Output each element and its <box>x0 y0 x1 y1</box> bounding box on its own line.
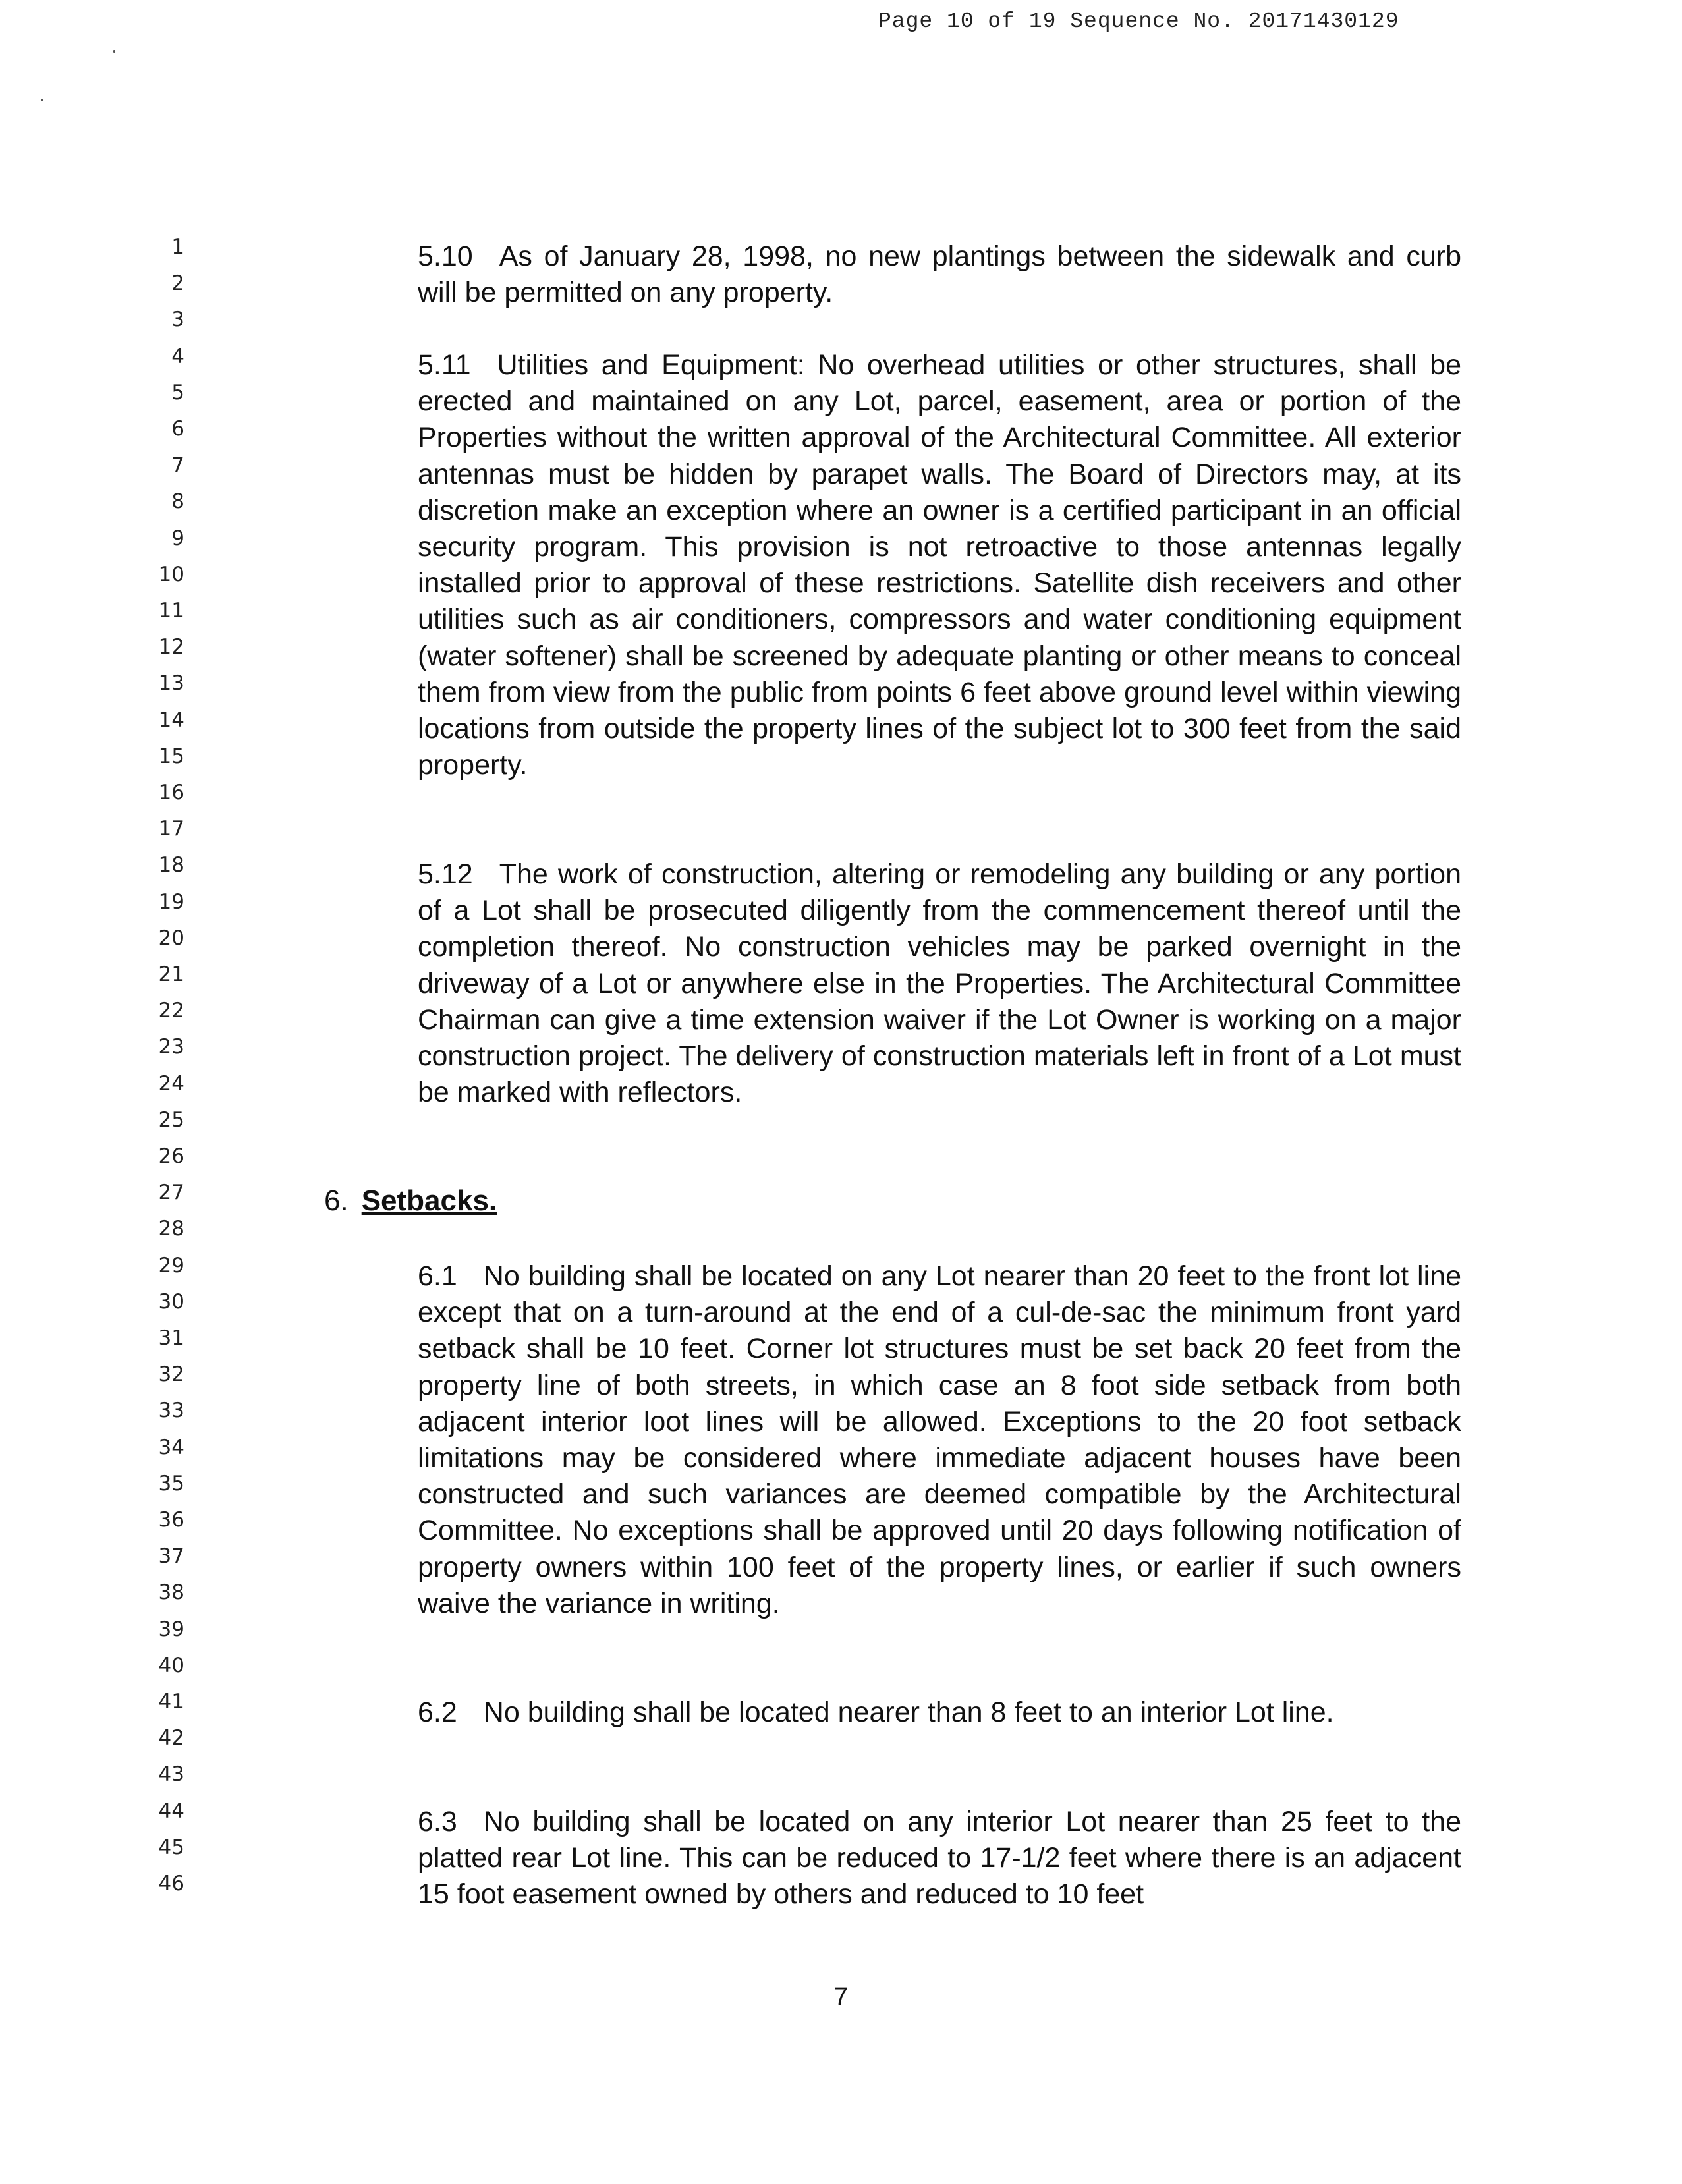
line-number: 36 <box>158 1508 184 1532</box>
line-number: 38 <box>158 1581 184 1605</box>
line-number: 8 <box>171 490 184 514</box>
paragraph-number: 5.11 <box>418 349 471 381</box>
document-header-stamp: Page 10 of 19 Sequence No. 20171430129 <box>878 9 1399 34</box>
line-number: 37 <box>158 1544 184 1569</box>
line-number: 18 <box>158 853 184 878</box>
section-heading-setbacks <box>324 1183 497 1219</box>
line-number: 46 <box>158 1872 184 1895</box>
line-number: 42 <box>158 1726 184 1750</box>
line-number: 25 <box>158 1107 184 1132</box>
line-number: 15 <box>158 744 184 768</box>
line-number: 24 <box>158 1071 184 1096</box>
line-number: 9 <box>171 526 184 550</box>
paragraph-number: 5.10 <box>418 240 473 272</box>
line-number: 29 <box>158 1253 184 1277</box>
line-number: 5 <box>171 380 184 405</box>
paragraph-6-3 <box>418 1804 1461 1913</box>
line-number: 2 <box>171 271 184 296</box>
paragraph-number: 6.1 <box>418 1260 457 1292</box>
paragraph-text: No building shall be located on any interior Lot nearer than 25 feet to the platted rear Lot line. This can be reduced to 17-1/2 feet where there is an adjacent 15 foot easement owned by others and reduced to 10 feet <box>418 1806 1461 1911</box>
line-number: 6 <box>171 417 184 441</box>
paragraph-text: No building shall be located nearer than 8 feet to an interior Lot line. <box>483 1696 1334 1728</box>
scan-speck <box>41 99 43 101</box>
line-number: 14 <box>158 708 184 732</box>
line-number: 12 <box>158 635 184 659</box>
line-number: 28 <box>158 1217 184 1241</box>
line-number: 7 <box>171 453 184 478</box>
line-number: 4 <box>171 344 184 368</box>
paragraph-text: As of January 28, 1998, no new plantings between the sidewalk and curb will be permitted on any property. <box>418 240 1461 309</box>
line-number: 3 <box>171 308 184 332</box>
paragraph-5-10 <box>418 238 1461 311</box>
line-number: 32 <box>158 1362 184 1387</box>
paragraph-6-2 <box>418 1694 1461 1731</box>
page-number: 7 <box>833 1983 849 2011</box>
line-number: 13 <box>158 671 184 696</box>
line-number: 39 <box>158 1617 184 1641</box>
line-number: 26 <box>158 1144 184 1168</box>
paragraph-text: No building shall be located on any Lot nearer than 20 feet to the front lot line except that on a turn-around at the end of a cul-de-sac the minimum front yard setback shall be 10 feet. Corner lot structures must be set back 20 feet from the property line of both streets, in which case an 8 foot side setback from both adjacent interior loot lines will be allowed. Exceptions to the 20 foot setback limitations may be considered where immediate adjacent houses have been constructed and such variances are deemed compatible by the Architectural Committee. No exceptions shall be approved until 20 days following notification of property owners within 100 feet of the property lines, or earlier if such owners waive the variance in writing. <box>418 1260 1461 1619</box>
paragraph-6-1 <box>418 1258 1461 1622</box>
line-number: 21 <box>158 963 184 986</box>
line-number: 17 <box>158 817 184 841</box>
paragraph-text: Utilities and Equipment: No overhead utilities or other structures, shall be erected and maintained on any Lot, parcel, easement, area or portion of the Properties without the written approval of the Architectural Committee. All exterior antennas must be hidden by parapet walls. The Board of Directors may, at its discretion make an exception where an owner is a certified participant in an official security program. This provision is not retroactive to those antennas legally installed prior to approval of these restrictions. Satellite dish receivers and other utilities such as air conditioners, compressors and water conditioning equipment (water softener) shall be screened by adequate planting or other means to conceal them from view from the public from points 6 feet above ground level within viewing locations from outside the property lines of the subject lot to 300 feet from the said property. <box>418 349 1461 781</box>
line-number: 22 <box>158 999 184 1023</box>
line-number: 19 <box>158 889 184 914</box>
line-number: 31 <box>158 1326 184 1350</box>
paragraph-number: 6.2 <box>418 1696 457 1728</box>
line-number: 11 <box>158 599 184 623</box>
paragraph-5-12 <box>418 856 1461 1111</box>
paragraph-text: The work of construction, altering or remodeling any building or any portion of a Lot shall be prosecuted diligently from the commencement thereof until the completion thereof. No construction vehicles may be parked overnight in the driveway of a Lot or anywhere else in the Properties. The Architectural Committee Chairman can give a time extension waiver if the Lot Owner is working on a major construction project. The delivery of construction materials left in front of a Lot must be marked with reflectors. <box>418 858 1461 1109</box>
line-number: 33 <box>158 1399 184 1423</box>
line-number: 16 <box>158 781 184 804</box>
line-number: 23 <box>158 1035 184 1059</box>
scan-speck <box>113 50 115 53</box>
paragraph-5-11 <box>418 347 1461 783</box>
line-number: 10 <box>158 562 184 586</box>
line-number: 27 <box>158 1181 184 1205</box>
line-number: 35 <box>158 1471 184 1496</box>
line-number: 43 <box>158 1762 184 1787</box>
line-number: 20 <box>158 926 184 950</box>
line-number: 41 <box>158 1690 184 1714</box>
section-title: Setbacks. <box>361 1185 497 1217</box>
line-number: 30 <box>158 1289 184 1314</box>
line-number: 45 <box>158 1835 184 1859</box>
line-number: 40 <box>158 1653 184 1677</box>
paragraph-number: 6.3 <box>418 1806 457 1837</box>
line-number: 44 <box>158 1799 184 1823</box>
line-number: 34 <box>158 1435 184 1459</box>
paragraph-number: 5.12 <box>418 858 473 890</box>
line-number: 1 <box>171 235 184 259</box>
section-number: 6. <box>324 1185 349 1217</box>
